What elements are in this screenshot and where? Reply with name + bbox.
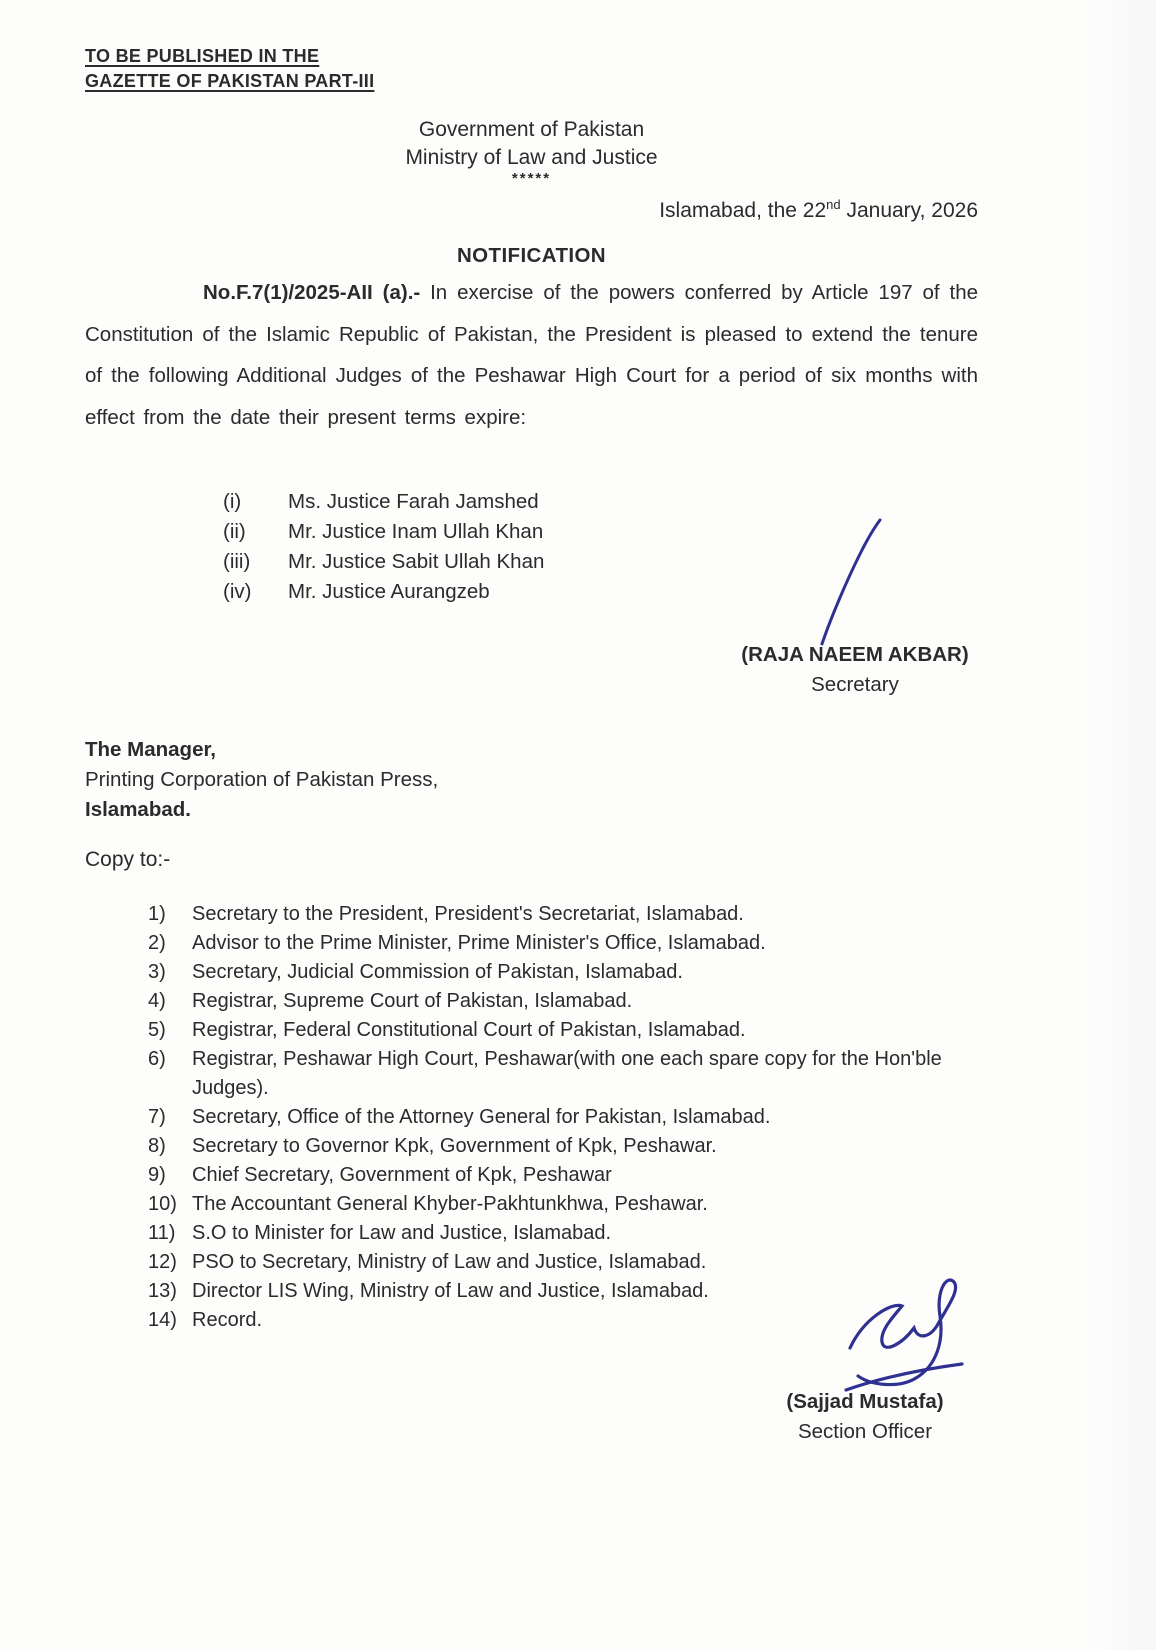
secretary-name: (RAJA NAEEM AKBAR) (741, 643, 969, 666)
judge-name: Mr. Justice Sabit Ullah Khan (288, 550, 545, 573)
copy-item-text: Registrar, Federal Constitutional Court of Pakistan, Islamabad. (192, 1019, 746, 1041)
date-prefix: Islamabad, the 22 (659, 199, 827, 222)
copy-item-text: Secretary to the President, President's Secretariat, Islamabad. (192, 903, 744, 925)
section-officer-title: Section Officer (797, 1420, 933, 1443)
copy-item (148, 900, 991, 929)
copy-item-number: 4) (148, 990, 166, 1012)
copy-item-text: Chief Secretary, Government of Kpk, Peshawar (192, 1164, 612, 1186)
copy-item-number: 8) (148, 1135, 166, 1157)
judge-numeral: (iii) (223, 550, 251, 573)
copy-item (148, 1045, 991, 1103)
copy-item-number: 3) (148, 961, 166, 983)
copy-item-number: 13) (148, 1280, 177, 1302)
copy-item-text: Record. (192, 1309, 263, 1331)
copy-item-number: 1) (148, 903, 166, 925)
date-suffix: January, 2026 (840, 199, 978, 222)
secretary-signature (812, 516, 890, 648)
gazette-header (85, 44, 374, 94)
body-text: In exercise of the powers conferred by Article 197 of the Constitution of the Islamic Republic of Pakistan, the President is pleased to extend the tenure of the following Additional Judges of the Peshawar High Court for a period of six months with effect from the date their present terms expire: (85, 281, 978, 429)
copy-item-number: 9) (148, 1164, 166, 1186)
judge-row (223, 547, 544, 577)
copy-item (148, 1016, 991, 1045)
copy-to-label: Copy to:- (85, 848, 171, 871)
copy-item-text: Secretary to Governor Kpk, Government of Kpk, Peshawar. (192, 1135, 717, 1157)
copy-item-text: The Accountant General Khyber-Pakhtunkhwa, Peshawar. (192, 1193, 708, 1215)
judge-row (223, 487, 544, 517)
copy-item-number: 5) (148, 1019, 166, 1041)
org-name-line2: Ministry of Law and Justice (405, 146, 658, 169)
addressee-line2: Printing Corporation of Pakistan Press, (85, 768, 439, 791)
copy-item-text: Registrar, Supreme Court of Pakistan, Islamabad. (192, 990, 633, 1012)
copy-item-number: 11) (148, 1222, 176, 1244)
judge-row (223, 577, 544, 607)
judge-row (223, 517, 544, 547)
judge-numeral: (i) (223, 490, 242, 513)
body-paragraph (85, 272, 978, 438)
copy-item-number: 6) (148, 1048, 166, 1070)
copy-item-text: Director LIS Wing, Ministry of Law and Justice, Islamabad. (192, 1280, 709, 1302)
addressee-block (85, 735, 438, 825)
stars-separator: ***** (511, 170, 552, 187)
addressee-line1: The Manager, (85, 738, 217, 761)
copy-item (148, 1161, 991, 1190)
judge-name: Ms. Justice Farah Jamshed (288, 490, 539, 513)
copy-item (148, 1190, 991, 1219)
notification-heading: NOTIFICATION (456, 244, 607, 267)
gazette-header-line1: TO BE PUBLISHED IN THE (85, 46, 320, 66)
copy-item-text: Registrar, Peshawar High Court, Peshawar(with one each spare copy for the Hon'ble Judges). (192, 1048, 942, 1099)
section-officer-name: (Sajjad Mustafa) (786, 1390, 944, 1413)
copy-item-number: 14) (148, 1309, 177, 1331)
judge-name: Mr. Justice Inam Ullah Khan (288, 520, 544, 543)
copy-item-text: Secretary, Judicial Commission of Pakistan, Islamabad. (192, 961, 683, 983)
copy-item (148, 1132, 991, 1161)
gazette-header-line2: GAZETTE OF PAKISTAN PART-III (85, 71, 375, 91)
org-name-line1: Government of Pakistan (418, 118, 645, 141)
copy-item-text: S.O to Minister for Law and Justice, Islamabad. (192, 1222, 612, 1244)
secretary-title: Secretary (811, 673, 899, 696)
copy-item (148, 987, 991, 1016)
copy-item-text: PSO to Secretary, Ministry of Law and Justice, Islamabad. (192, 1251, 707, 1273)
section-officer-signature (836, 1272, 976, 1398)
copy-item (148, 1103, 991, 1132)
date-ordinal-superscript: nd (826, 197, 841, 212)
addressee-line3: Islamabad. (85, 798, 191, 821)
copy-item (148, 958, 991, 987)
judges-list (223, 487, 544, 607)
copy-item-text: Secretary, Office of the Attorney General for Pakistan, Islamabad. (192, 1106, 771, 1128)
copy-item-number: 7) (148, 1106, 166, 1128)
copy-item (148, 1219, 991, 1248)
judge-numeral: (ii) (223, 520, 246, 543)
copy-item-text: Advisor to the Prime Minister, Prime Minister's Office, Islamabad. (192, 932, 766, 954)
copy-item-number: 12) (148, 1251, 177, 1273)
reference-number: No.F.7(1)/2025-AII (a).- (203, 281, 421, 304)
judge-name: Mr. Justice Aurangzeb (288, 580, 490, 603)
copy-item-number: 2) (148, 932, 166, 954)
copy-item-number: 10) (148, 1193, 177, 1215)
copy-item (148, 929, 991, 958)
date-line (85, 199, 978, 223)
copy-list (148, 900, 991, 1335)
judge-numeral: (iv) (223, 580, 252, 603)
